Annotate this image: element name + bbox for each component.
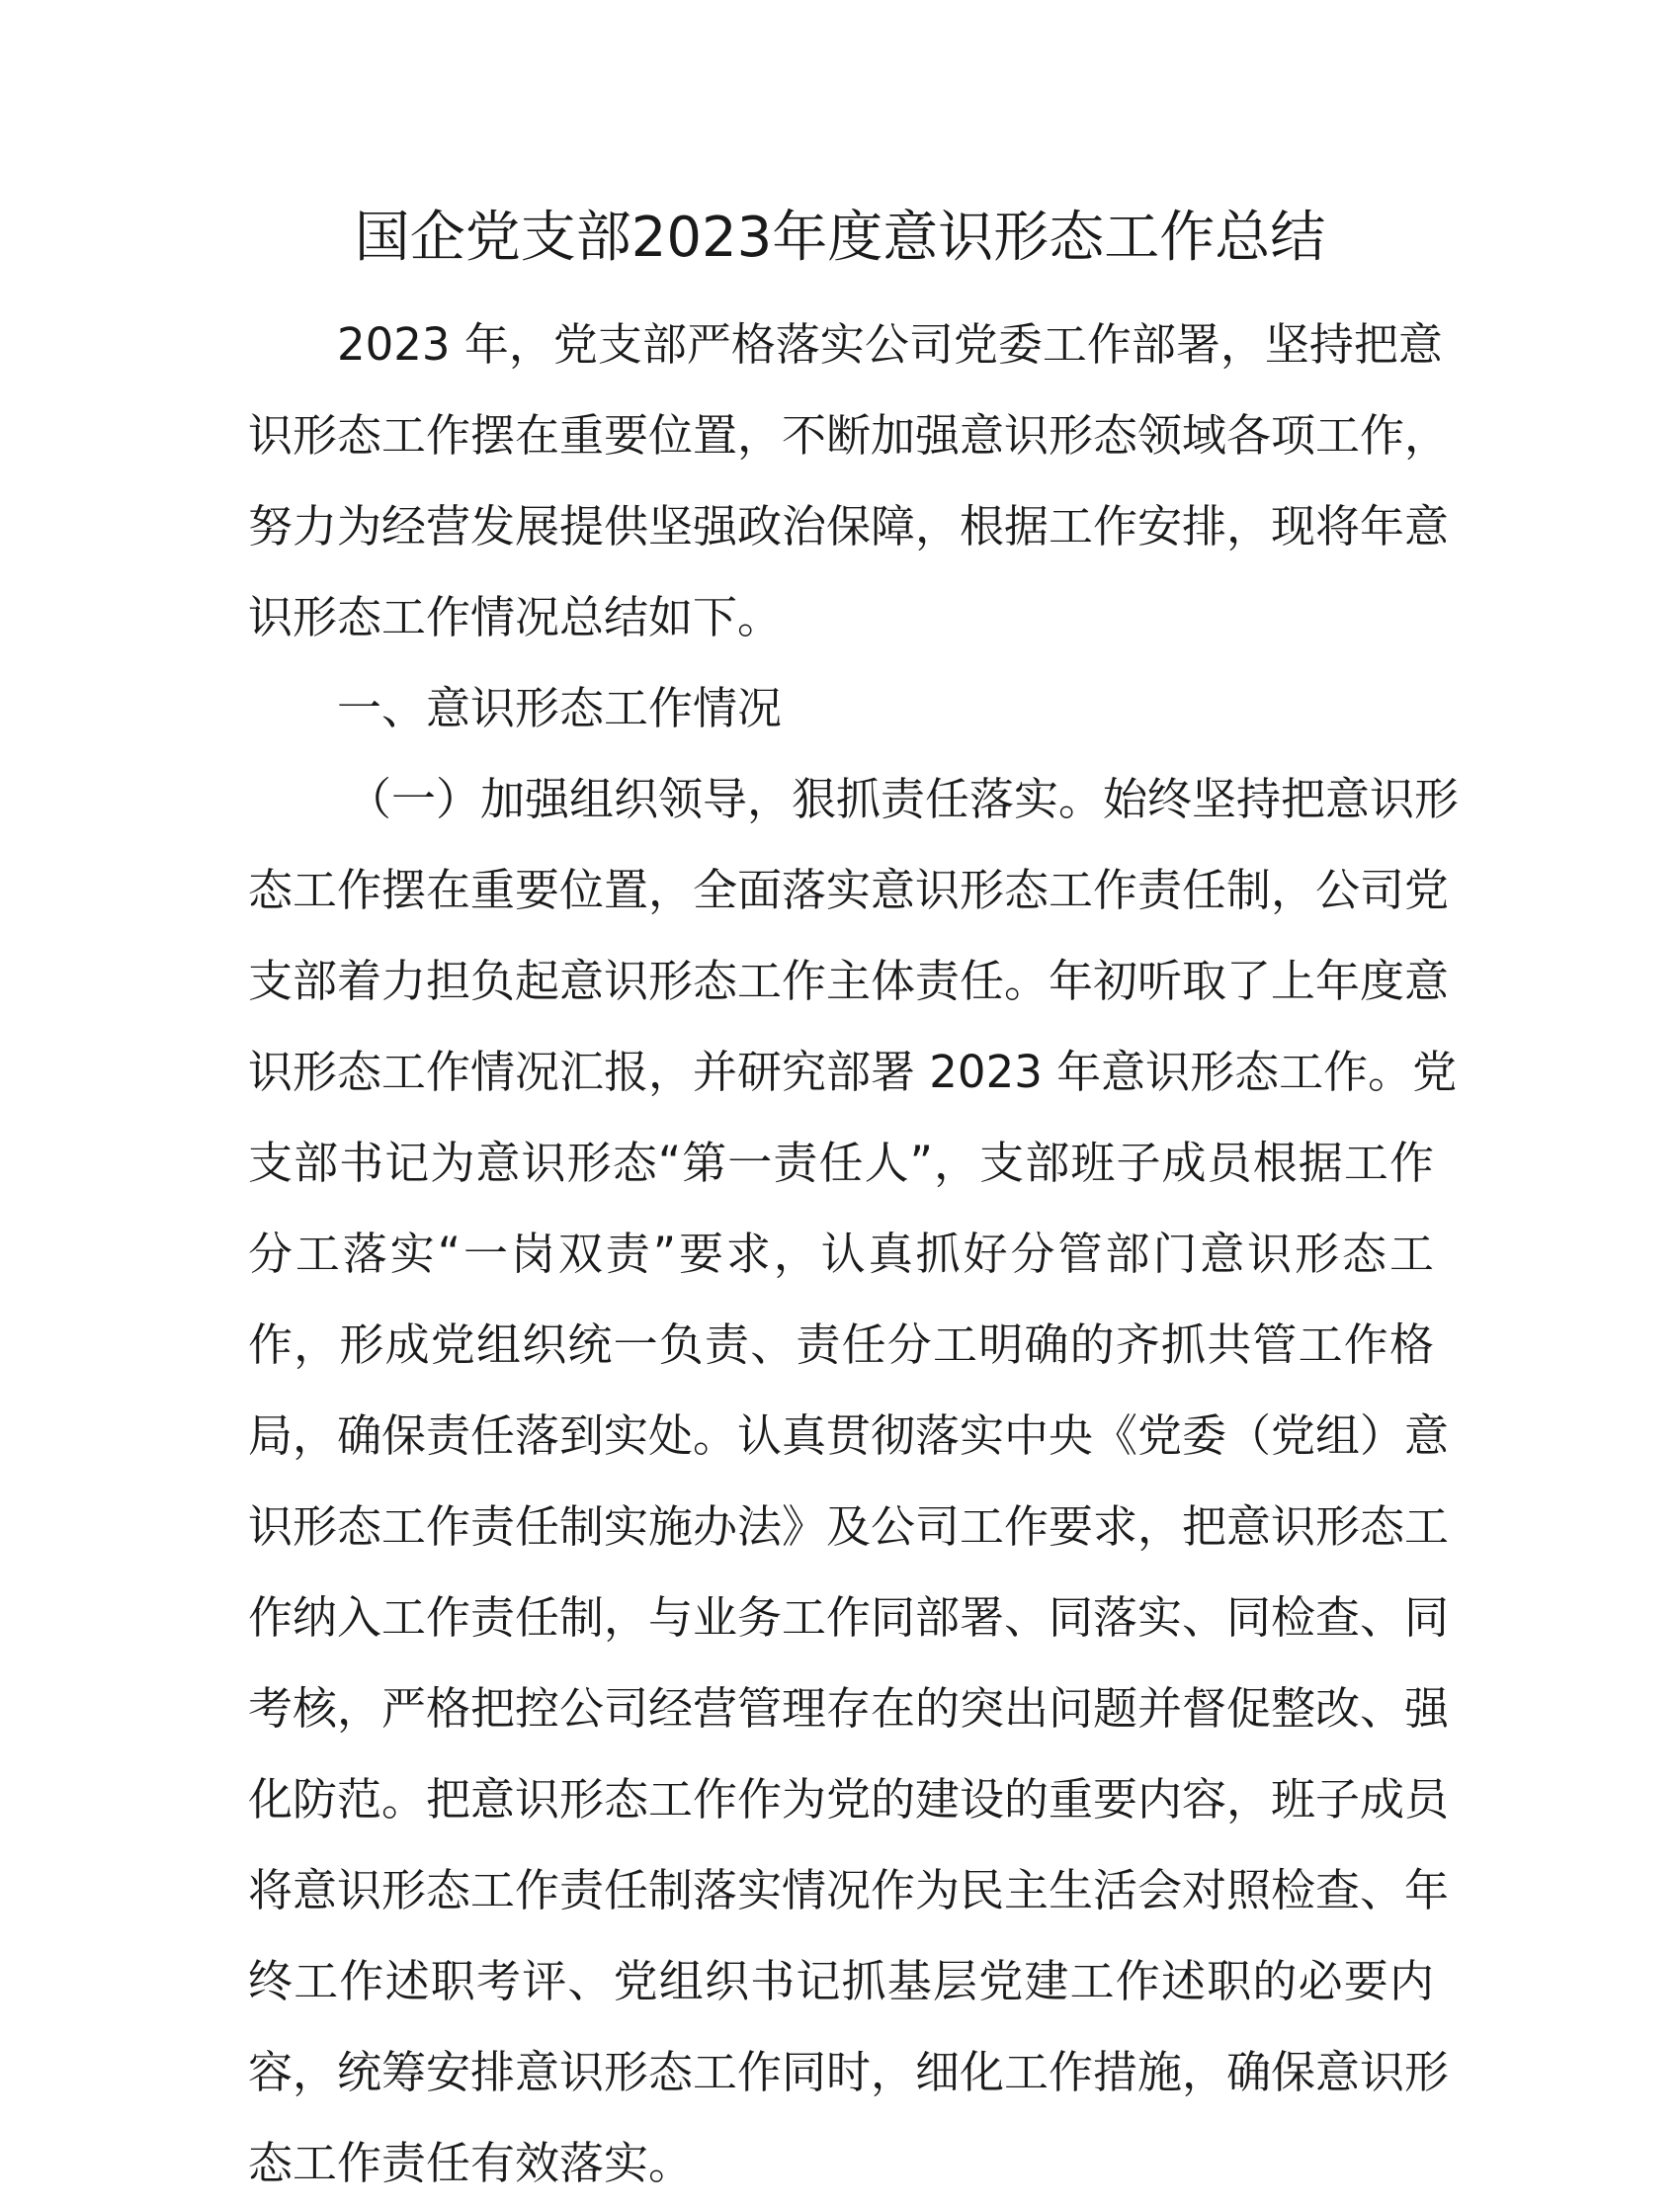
sub-section-line-14: 终工作述职考评、党组织书记抓基层党建工作述职的必要内 <box>248 1955 1434 2007</box>
sub-section-line-10: 作纳入工作责任制，与业务工作同部署、同落实、同检查、同 <box>248 1591 1450 1644</box>
sub-section-line-7: 作，形成党组织统一负责、责任分工明确的齐抓共管工作格 <box>248 1318 1434 1371</box>
sub-section-line-16: 态工作责任有效落实。 <box>248 2137 694 2189</box>
sub-section-line-8: 局，确保责任落到实处。认真贯彻落实中央《党委（党组）意 <box>248 1409 1450 1462</box>
sub-section-line-1: （一）加强组织领导，狠抓责任落实。始终坚持把意识形 <box>347 773 1460 825</box>
section-heading: 一、意识形态工作情况 <box>337 682 783 734</box>
sub-section-line-5: 支部书记为意识形态“第一责任人”，支部班子成员根据工作 <box>248 1137 1434 1189</box>
sub-section-line-6: 分工落实“一岗双责”要求，认真抓好分管部门意识形态工 <box>248 1228 1434 1280</box>
intro-line-3: 努力为经营发展提供坚强政治保障，根据工作安排，现将年意 <box>248 500 1450 552</box>
sub-section-line-2: 态工作摆在重要位置，全面落实意识形态工作责任制，公司党 <box>248 864 1450 916</box>
intro-line-4: 识形态工作情况总结如下。 <box>248 591 783 643</box>
sub-section-line-15: 容，统筹安排意识形态工作同时，细化工作措施，确保意识形 <box>248 2046 1450 2098</box>
sub-section-line-4: 识形态工作情况汇报，并研究部署 2023 年意识形态工作。党 <box>248 1046 1458 1098</box>
sub-section-line-9: 识形态工作责任制实施办法》及公司工作要求，把意识形态工 <box>248 1500 1450 1553</box>
sub-section-line-13: 将意识形态工作责任制落实情况作为民主生活会对照检查、年 <box>248 1864 1450 1916</box>
document-body <box>248 299 1460 2209</box>
intro-line-2: 识形态工作摆在重要位置，不断加强意识形态领域各项工作， <box>248 409 1450 462</box>
intro-line-1: 2023 年，党支部严格落实公司党委工作部署，坚持把意 <box>337 318 1443 371</box>
sub-section-line-3: 支部着力担负起意识形态工作主体责任。年初听取了上年度意 <box>248 955 1450 1007</box>
sub-section-line-11: 考核，严格把控公司经营管理存在的突出问题并督促整改、强 <box>248 1682 1450 1735</box>
sub-section-line-12: 化防范。把意识形态工作作为党的建设的重要内容，班子成员 <box>248 1773 1450 1826</box>
document-title: 国企党支部2023年度意识形态工作总结 <box>354 206 1326 270</box>
